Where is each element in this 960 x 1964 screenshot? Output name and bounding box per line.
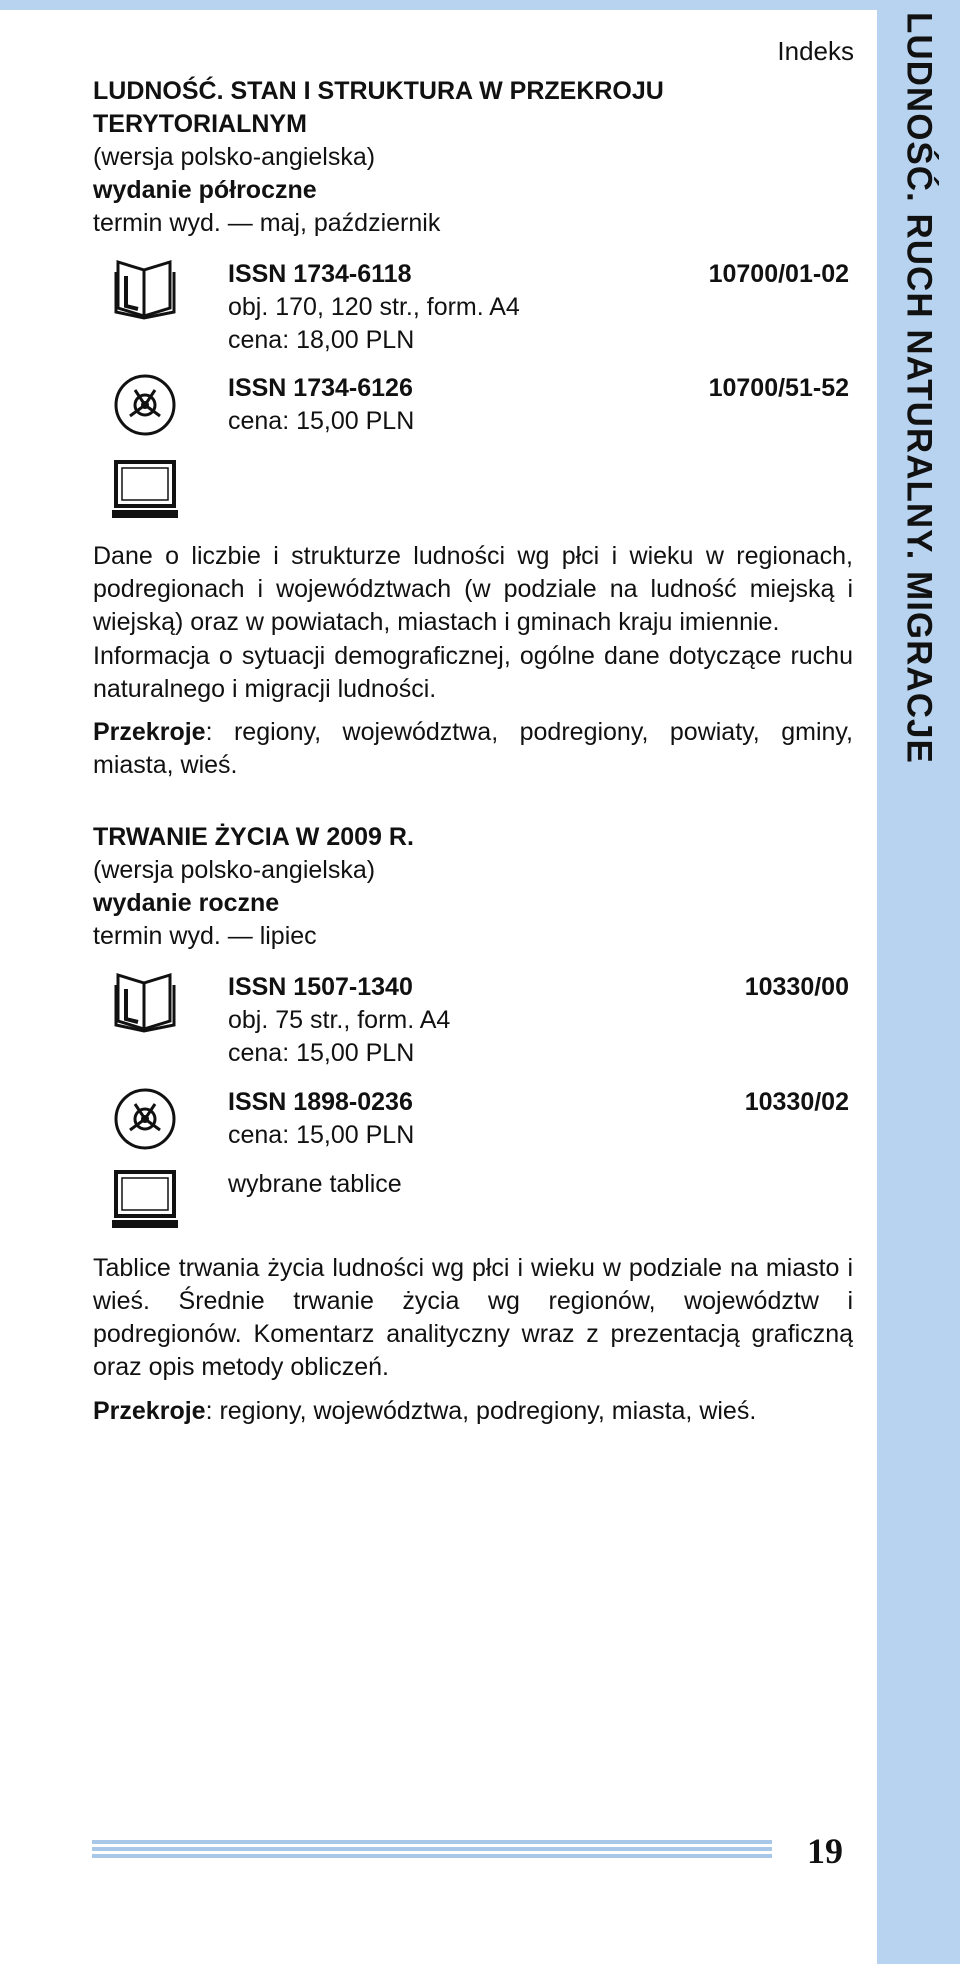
section-1-cuts	[93, 716, 853, 782]
footer-rule	[92, 1854, 772, 1858]
section-2-cd-issn: ISSN 1898-0236	[228, 1088, 413, 1116]
section-1-cd-issn: ISSN 1734-6126	[228, 374, 413, 402]
section-2-term: termin wyd. — lipiec	[93, 922, 317, 950]
section-2-version: (wersja polsko-angielska)	[93, 856, 376, 884]
section-1-title-line1: LUDNOŚĆ. STAN I STRUKTURA W PRZEKROJU	[93, 77, 664, 105]
section-1-print-issn: ISSN 1734-6118	[228, 260, 412, 288]
book-icon	[108, 971, 182, 1037]
section-1-cuts-text: : regiony, województwa, podregiony, powiaty, gminy, miasta, wieś.	[93, 718, 853, 779]
page-number: 19	[807, 1831, 843, 1871]
section-1-header	[93, 75, 853, 240]
section-2-print-code: 10330/00	[744, 973, 849, 1001]
section-2-print-pages: obj. 75 str., form. A4	[228, 1006, 451, 1034]
section-1-print-price: cena: 18,00 PLN	[228, 326, 415, 354]
section-1-cd-code: 10700/51-52	[708, 374, 849, 402]
section-2-print-price: cena: 15,00 PLN	[228, 1039, 415, 1067]
cd-icon	[108, 1086, 182, 1152]
section-2-print-item	[93, 971, 853, 1067]
section-2-cuts	[93, 1395, 853, 1428]
section-2-print-issn: ISSN 1507-1340	[228, 973, 413, 1001]
section-1-title-line2: TERYTORIALNYM	[93, 110, 307, 138]
section-1-print-item	[93, 258, 853, 354]
section-2-edition: wydanie roczne	[93, 889, 280, 917]
section-1-web-item	[93, 458, 853, 548]
section-2-description: Tablice trwania życia ludności wg płci i wieku w podziale na miasto i wieś. Średnie trwanie życia wg regionów, województw i podregionów. Komentarz analityczny wraz z prezentacją graficzną oraz opis metody obliczeń.	[93, 1254, 853, 1381]
top-color-band	[0, 0, 960, 10]
chapter-title-vertical: LUDNOŚĆ. RUCH NATURALNY. MIGRACJE	[899, 12, 939, 764]
section-1-print-code: 10700/01-02	[708, 260, 849, 288]
section-1-cd-item	[93, 372, 853, 462]
section-1-print-pages: obj. 170, 120 str., form. A4	[228, 293, 520, 321]
section-2-header	[93, 821, 853, 953]
section-1-description-1: Dane o liczbie i strukturze ludności wg płci i wieku w regionach, podregionach i województwach (w podziale na ludność miejską i wiejską) oraz w powiatach, miastach i gminach kraju imiennie.	[93, 542, 853, 636]
monitor-icon	[108, 458, 182, 524]
section-1-cd-price: cena: 15,00 PLN	[228, 407, 415, 435]
section-1-version: (wersja polsko-angielska)	[93, 143, 376, 171]
section-2-cuts-label: Przekroje	[93, 1397, 206, 1425]
footer-rule	[92, 1840, 772, 1844]
header-index-label: Indeks	[777, 36, 854, 66]
section-1-term: termin wyd. — maj, październik	[93, 209, 441, 237]
section-1-description-2: Informacja o sytuacji demograficznej, ogólne dane dotyczące ruchu naturalnego i migracji ludności.	[93, 642, 853, 703]
section-2-web-note: wybrane tablice	[228, 1170, 402, 1198]
section-2-cd-code: 10330/02	[744, 1088, 849, 1116]
section-2-cd-item	[93, 1086, 853, 1176]
section-1-cuts-label: Przekroje	[93, 718, 206, 746]
footer-rule	[92, 1847, 772, 1851]
section-2-title-line1: TRWANIE ŻYCIA W 2009 R.	[93, 823, 414, 851]
book-icon	[108, 258, 182, 324]
monitor-icon	[108, 1168, 182, 1234]
section-2-web-item	[93, 1168, 853, 1258]
cd-icon	[108, 372, 182, 438]
section-1-edition: wydanie półroczne	[93, 176, 317, 204]
footer-rules	[92, 1840, 772, 1861]
section-2-cuts-text: : regiony, województwa, podregiony, miasta, wieś.	[205, 1397, 757, 1425]
section-2-cd-price: cena: 15,00 PLN	[228, 1121, 415, 1149]
